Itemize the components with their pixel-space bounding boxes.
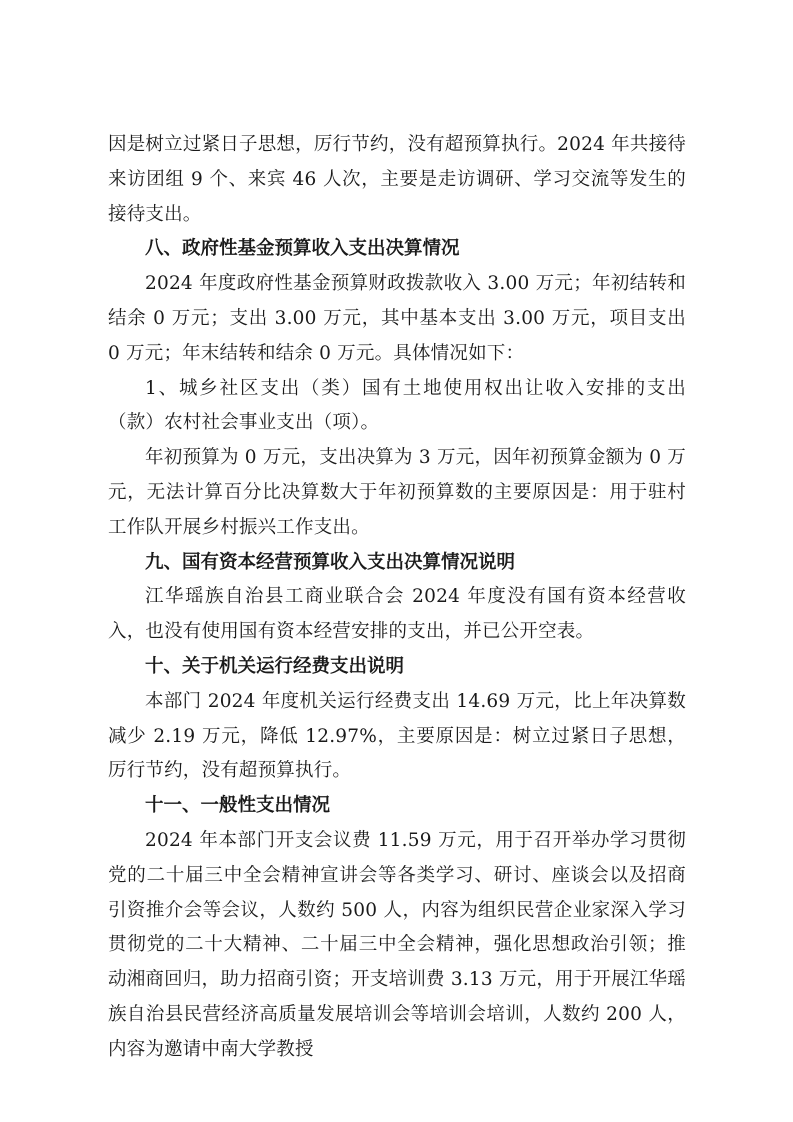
paragraph-fund-item-1-detail: 年初预算为 0 万元，支出决算为 3 万元，因年初预算金额为 0 万元，无法计算百分比决算数大于年初预算数的主要原因是：用于驻村工作队开展乡村振兴工作支出。 [108,447,686,538]
paragraph-fund-overview: 2024 年度政府性基金预算财政拨款收入 3.00 万元；年初结转和结余 0 万元；支出 3.00 万元，其中基本支出 3.00 万元，项目支出 0 万元；年末结转和结余 0 万元。具体情况如下： [108,273,686,364]
heading-section-8: 八、政府性基金预算收入支出决算情况 [145,238,460,260]
paragraph-reception-continued: 因是树立过紧日子思想，厉行节约，没有超预算执行。2024 年共接待来访团组 9 个、来宾 46 人次，主要是走访调研、学习交流等发生的接待支出。 [108,134,686,225]
heading-section-11: 十一、一般性支出情况 [145,795,331,817]
paragraph-general-expense: 2024 年本部门开支会议费 11.59 万元，用于召开举办学习贯彻党的二十届三中全会精神宣讲会等各类学习、研讨、座谈会以及招商引资推介会等会议，人数约 500 人，内容为组织民营企业家深入学习贯彻党的二十大精神、二十届三中全会精神，强化思想政治引领；推动湘商回归，助力招商引资；开支培训费 3.13 万元，用于开展江华瑶族自治县民营经济高质量发展培训会等培训会培训，人数约 200 人，内容为邀请中南大学教授 [108,829,686,1060]
paragraph-state-capital: 江华瑶族自治县工商业联合会 2024 年度没有国有资本经营收入，也没有使用国有资本经营安排的支出，并已公开空表。 [108,586,686,643]
heading-section-10: 十、关于机关运行经费支出说明 [145,655,405,677]
heading-section-9: 九、国有资本经营预算收入支出决算情况说明 [145,551,516,573]
paragraph-operating-expense: 本部门 2024 年度机关运行经费支出 14.69 万元，比上年决算数减少 2.19 万元，降低 12.97%，主要原因是：树立过紧日子思想，厉行节约，没有超预算执行。 [108,690,686,782]
document-body [108,128,686,1068]
paragraph-fund-item-1: 1、城乡社区支出（类）国有土地使用权出让收入安排的支出（款）农村社会事业支出（项）。 [108,377,686,434]
